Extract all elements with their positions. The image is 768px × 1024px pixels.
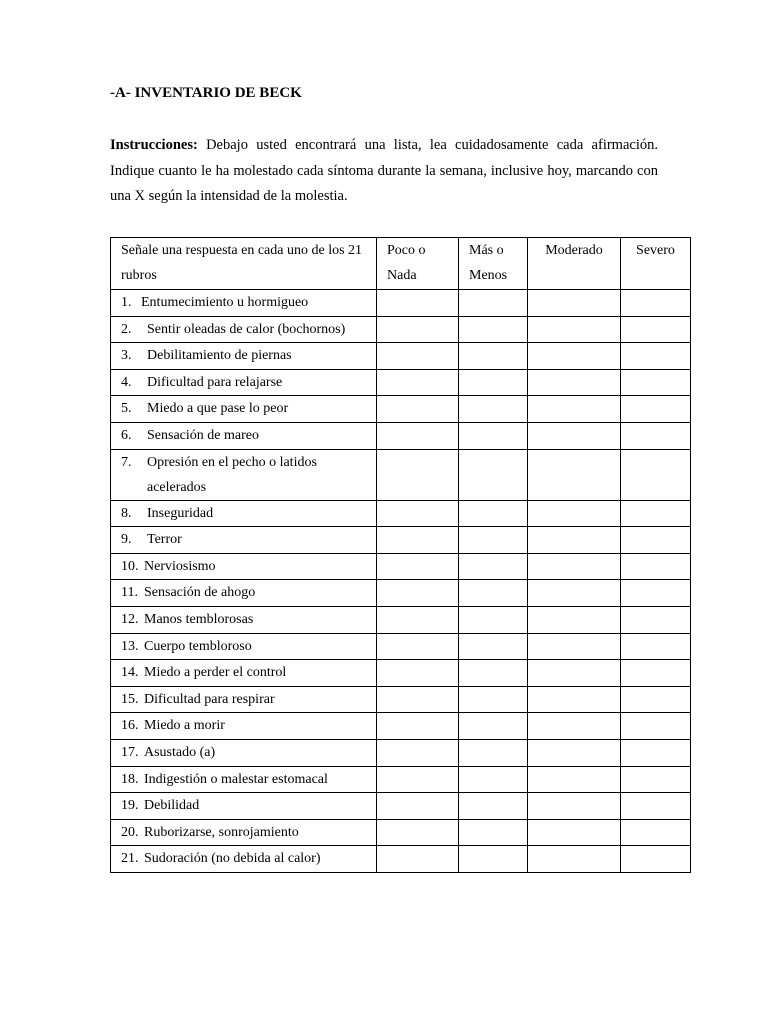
symptom-label: Entumecimiento u hormigueo: [141, 295, 309, 310]
symptom-cell: [111, 606, 377, 633]
answer-cell-poco-o-nada[interactable]: [377, 819, 459, 846]
table-row: [111, 660, 691, 687]
answer-cell-moderado[interactable]: [528, 396, 621, 423]
symptom-label: Debilitamiento de piernas: [147, 348, 292, 364]
instructions-paragraph: [110, 133, 658, 210]
answer-cell-poco-o-nada[interactable]: [377, 422, 459, 449]
symptom-label: Miedo a que pase lo peor: [147, 401, 289, 417]
symptom-cell: [111, 396, 377, 423]
table-row: [111, 553, 691, 580]
beck-inventory-table: [110, 237, 691, 873]
symptom-number: 4.: [121, 374, 132, 390]
answer-cell-severo[interactable]: [621, 527, 691, 554]
symptom-number: 14.: [121, 665, 139, 681]
answer-cell-moderado[interactable]: [528, 580, 621, 607]
symptom-number: 8.: [121, 505, 132, 521]
answer-cell-moderado[interactable]: [528, 660, 621, 687]
page-title: -A- INVENTARIO DE BECK: [110, 85, 302, 101]
answer-cell-severo[interactable]: [621, 686, 691, 713]
symptom-cell: [111, 686, 377, 713]
symptom-number: 20.: [121, 824, 139, 840]
answer-cell-moderado[interactable]: [528, 633, 621, 660]
symptom-cell: [111, 580, 377, 607]
answer-cell-severo[interactable]: [621, 766, 691, 793]
symptom-number: 11.: [121, 585, 138, 601]
symptom-label: Manos temblorosas: [144, 611, 254, 627]
symptom-label: Cuerpo tembloroso: [144, 638, 252, 654]
answer-cell-mas-o-menos[interactable]: [459, 500, 528, 527]
answer-cell-poco-o-nada[interactable]: [377, 553, 459, 580]
answer-cell-moderado[interactable]: [528, 606, 621, 633]
symptom-number: 13.: [121, 638, 139, 654]
answer-cell-severo[interactable]: [621, 739, 691, 766]
symptom-cell: [111, 449, 377, 500]
header-moderado: Moderado: [528, 238, 621, 290]
symptom-number: 19.: [121, 798, 139, 814]
answer-cell-moderado[interactable]: [528, 846, 621, 873]
symptom-number: 21.: [121, 851, 139, 867]
symptom-cell: [111, 739, 377, 766]
answer-cell-severo[interactable]: [621, 633, 691, 660]
answer-cell-poco-o-nada[interactable]: [377, 633, 459, 660]
answer-cell-poco-o-nada[interactable]: [377, 290, 459, 317]
symptom-number: 7.: [121, 454, 132, 470]
symptom-cell: [111, 766, 377, 793]
table-row: [111, 290, 691, 317]
table-row: [111, 739, 691, 766]
answer-cell-severo[interactable]: [621, 290, 691, 317]
symptom-label: Inseguridad: [147, 505, 214, 521]
answer-cell-severo[interactable]: [621, 500, 691, 527]
answer-cell-severo[interactable]: [621, 819, 691, 846]
table-header-row: [111, 238, 691, 290]
answer-cell-severo[interactable]: [621, 580, 691, 607]
symptom-number: 2.: [121, 321, 132, 337]
answer-cell-poco-o-nada[interactable]: [377, 713, 459, 740]
answer-cell-moderado[interactable]: [528, 819, 621, 846]
symptom-label: Sensación de mareo: [147, 427, 259, 443]
symptom-label: Dificultad para respirar: [144, 691, 275, 707]
symptom-cell: [111, 846, 377, 873]
symptom-label: Debilidad: [144, 798, 200, 814]
answer-cell-severo[interactable]: [621, 606, 691, 633]
answer-cell-moderado[interactable]: [528, 290, 621, 317]
symptom-cell: [111, 369, 377, 396]
answer-cell-mas-o-menos[interactable]: [459, 686, 528, 713]
answer-cell-poco-o-nada[interactable]: [377, 449, 459, 500]
answer-cell-severo[interactable]: [621, 713, 691, 740]
symptom-number: 12.: [121, 611, 139, 627]
table-row: [111, 316, 691, 343]
symptom-label: Sensación de ahogo: [144, 585, 256, 601]
answer-cell-mas-o-menos[interactable]: [459, 660, 528, 687]
answer-cell-poco-o-nada[interactable]: [377, 527, 459, 554]
answer-cell-mas-o-menos[interactable]: [459, 527, 528, 554]
answer-cell-poco-o-nada[interactable]: [377, 580, 459, 607]
header-severo: Severo: [621, 238, 691, 290]
symptom-cell: [111, 793, 377, 820]
instructions-label: Instrucciones:: [110, 137, 198, 153]
symptom-label: Terror: [147, 532, 182, 548]
answer-cell-moderado[interactable]: [528, 553, 621, 580]
answer-cell-mas-o-menos[interactable]: [459, 846, 528, 873]
symptom-cell: [111, 713, 377, 740]
symptom-label: Ruborizarse, sonrojamiento: [144, 824, 299, 840]
symptom-cell: [111, 290, 377, 317]
table-row: [111, 580, 691, 607]
symptom-number: 17.: [121, 744, 139, 760]
answer-cell-severo[interactable]: [621, 396, 691, 423]
answer-cell-mas-o-menos[interactable]: [459, 290, 528, 317]
symptom-label: Sudoración (no debida al calor): [144, 851, 321, 867]
answer-cell-severo[interactable]: [621, 316, 691, 343]
header-instruction: Señale una respuesta en cada uno de los 21 rubros: [111, 238, 377, 290]
answer-cell-mas-o-menos[interactable]: [459, 606, 528, 633]
answer-cell-poco-o-nada[interactable]: [377, 343, 459, 370]
answer-cell-mas-o-menos[interactable]: [459, 793, 528, 820]
answer-cell-moderado[interactable]: [528, 343, 621, 370]
table-row: [111, 713, 691, 740]
answer-cell-moderado[interactable]: [528, 766, 621, 793]
symptom-cell: [111, 500, 377, 527]
answer-cell-moderado[interactable]: [528, 793, 621, 820]
symptom-cell: [111, 343, 377, 370]
answer-cell-poco-o-nada[interactable]: [377, 793, 459, 820]
answer-cell-poco-o-nada[interactable]: [377, 686, 459, 713]
answer-cell-severo[interactable]: [621, 553, 691, 580]
answer-cell-moderado[interactable]: [528, 422, 621, 449]
table-row: [111, 686, 691, 713]
answer-cell-severo[interactable]: [621, 793, 691, 820]
answer-cell-poco-o-nada[interactable]: [377, 606, 459, 633]
answer-cell-poco-o-nada[interactable]: [377, 316, 459, 343]
symptom-label: Indigestión o malestar estomacal: [144, 771, 328, 787]
answer-cell-poco-o-nada[interactable]: [377, 846, 459, 873]
table-row: [111, 422, 691, 449]
answer-cell-moderado[interactable]: [528, 449, 621, 500]
answer-cell-moderado[interactable]: [528, 739, 621, 766]
answer-cell-mas-o-menos[interactable]: [459, 580, 528, 607]
answer-cell-mas-o-menos[interactable]: [459, 766, 528, 793]
answer-cell-severo[interactable]: [621, 449, 691, 500]
answer-cell-moderado[interactable]: [528, 500, 621, 527]
header-mas-o-menos: Más o Menos: [459, 238, 528, 290]
answer-cell-mas-o-menos[interactable]: [459, 819, 528, 846]
answer-cell-moderado[interactable]: [528, 369, 621, 396]
symptom-number: 18.: [121, 771, 139, 787]
symptom-cell: [111, 316, 377, 343]
table-row: [111, 396, 691, 423]
answer-cell-severo[interactable]: [621, 846, 691, 873]
symptom-label: Opresión en el pecho o latidos acelerados: [147, 454, 317, 495]
table-row: [111, 369, 691, 396]
symptom-cell: [111, 527, 377, 554]
table-row: [111, 819, 691, 846]
answer-cell-mas-o-menos[interactable]: [459, 633, 528, 660]
answer-cell-poco-o-nada[interactable]: [377, 500, 459, 527]
header-poco-o-nada: Poco o Nada: [377, 238, 459, 290]
answer-cell-mas-o-menos[interactable]: [459, 396, 528, 423]
answer-cell-moderado[interactable]: [528, 686, 621, 713]
answer-cell-poco-o-nada[interactable]: [377, 739, 459, 766]
answer-cell-severo[interactable]: [621, 343, 691, 370]
symptom-label: Dificultad para relajarse: [147, 374, 283, 390]
symptom-label: Miedo a morir: [144, 718, 225, 734]
symptom-number: 6.: [121, 427, 132, 443]
answer-cell-poco-o-nada[interactable]: [377, 660, 459, 687]
table-row: [111, 527, 691, 554]
answer-cell-moderado[interactable]: [528, 316, 621, 343]
table-row: [111, 766, 691, 793]
answer-cell-mas-o-menos[interactable]: [459, 422, 528, 449]
symptom-number: 15.: [121, 691, 139, 707]
table-row: [111, 606, 691, 633]
table-row: [111, 793, 691, 820]
answer-cell-poco-o-nada[interactable]: [377, 766, 459, 793]
symptom-number: 5.: [121, 401, 132, 417]
symptom-number: 1.: [121, 295, 132, 310]
answer-cell-moderado[interactable]: [528, 713, 621, 740]
table-row: [111, 633, 691, 660]
answer-cell-mas-o-menos[interactable]: [459, 316, 528, 343]
symptom-number: 10.: [121, 558, 139, 574]
symptom-label: Sentir oleadas de calor (bochornos): [147, 321, 346, 337]
symptom-number: 9.: [121, 532, 132, 548]
symptom-cell: [111, 553, 377, 580]
table-row: [111, 449, 691, 500]
symptom-label: Nerviosismo: [144, 558, 216, 574]
answer-cell-severo[interactable]: [621, 422, 691, 449]
instructions-text: Debajo usted encontrará una lista, lea cuidadosamente cada afirmación. Indique cuanto le ha molestado cada síntoma durante la semana, inclusive hoy, marcando con una X según la intensidad de la molestia.: [110, 137, 658, 204]
table-row: [111, 500, 691, 527]
symptom-number: 16.: [121, 718, 139, 734]
answer-cell-mas-o-menos[interactable]: [459, 553, 528, 580]
symptom-cell: [111, 660, 377, 687]
answer-cell-mas-o-menos[interactable]: [459, 713, 528, 740]
symptom-label: Asustado (a): [144, 744, 216, 760]
answer-cell-severo[interactable]: [621, 660, 691, 687]
table-row: [111, 846, 691, 873]
answer-cell-mas-o-menos[interactable]: [459, 739, 528, 766]
answer-cell-moderado[interactable]: [528, 527, 621, 554]
answer-cell-mas-o-menos[interactable]: [459, 449, 528, 500]
symptom-cell: [111, 422, 377, 449]
table-row: [111, 343, 691, 370]
symptom-number: 3.: [121, 348, 132, 364]
answer-cell-severo[interactable]: [621, 369, 691, 396]
answer-cell-poco-o-nada[interactable]: [377, 369, 459, 396]
answer-cell-mas-o-menos[interactable]: [459, 369, 528, 396]
answer-cell-mas-o-menos[interactable]: [459, 343, 528, 370]
answer-cell-poco-o-nada[interactable]: [377, 396, 459, 423]
symptom-cell: [111, 819, 377, 846]
symptom-label: Miedo a perder el control: [144, 665, 287, 681]
symptom-cell: [111, 633, 377, 660]
